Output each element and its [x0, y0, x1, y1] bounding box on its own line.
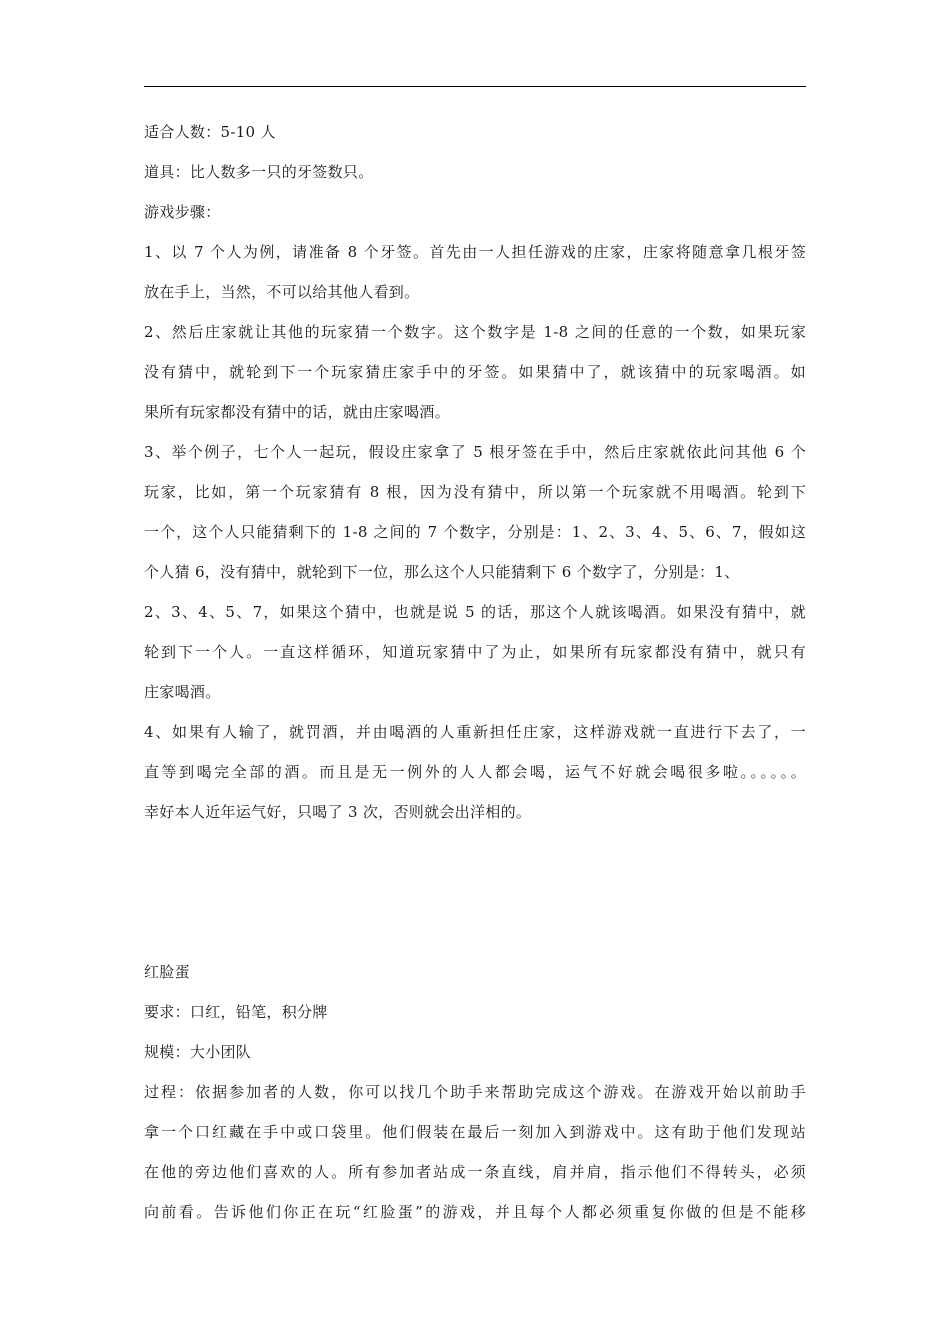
- paragraph-line: 适合人数：5-10 人: [144, 123, 276, 141]
- paragraph-line: 2、然后庄家就让其他的玩家猜一个数字。这个数字是 1-8 之间的任意的一个数，如果玩家: [144, 323, 806, 341]
- section-title: 红脸蛋: [144, 963, 190, 981]
- paragraph-line: 2、3、4、5、7，如果这个猜中，也就是说 5 的话，那这个人就该喝酒。如果没有猜中，就: [144, 603, 806, 621]
- paragraph-line: 轮到下一个人。一直这样循环，知道玩家猜中了为止，如果所有玩家都没有猜中，就只有: [144, 643, 806, 661]
- requirements-line: 要求：口红，铅笔，积分牌: [144, 1003, 328, 1021]
- paragraph-line: 玩家，比如，第一个玩家猜有 8 根，因为没有猜中，所以第一个玩家就不用喝酒。轮到下: [144, 483, 806, 501]
- spacer: [144, 912, 806, 952]
- paragraph-line: 道具：比人数多一只的牙签数只。: [144, 163, 374, 181]
- paragraph-line: 没有猜中，就轮到下一个玩家猜庄家手中的牙签。如果猜中了，就该猜中的玩家喝酒。如: [144, 363, 806, 381]
- scale-line: 规模：大小团队: [144, 1043, 252, 1061]
- paragraph-line: 果所有玩家都没有猜中的话，就由庄家喝酒。: [144, 403, 451, 421]
- paragraph-line: 庄家喝酒。: [144, 683, 221, 701]
- paragraph-line: 过程：依据参加者的人数，你可以找几个助手来帮助完成这个游戏。在游戏开始以前助手: [144, 1083, 806, 1101]
- paragraph-line: 游戏步骤：: [144, 203, 221, 221]
- spacer: [144, 872, 806, 912]
- header-rule: [144, 86, 806, 87]
- paragraph-line: 幸好本人近年运气好，只喝了 3 次，否则就会出洋相的。: [144, 803, 532, 821]
- paragraph-line: 个人猜 6，没有猜中，就轮到下一位，那么这个人只能猜剩下 6 个数字了，分别是：1、: [144, 563, 740, 581]
- paragraph-line: 1、以 7 个人为例，请准备 8 个牙签。首先由一人担任游戏的庄家，庄家将随意拿几根牙签: [144, 243, 806, 261]
- paragraph-line: 向前看。告诉他们你正在玩“红脸蛋”的游戏，并且每个人都必须重复你做的但是不能移: [144, 1203, 806, 1221]
- paragraph-line: 3、举个例子，七个人一起玩，假设庄家拿了 5 根牙签在手中，然后庄家就依此问其他 6 个: [144, 443, 806, 461]
- paragraph-line: 放在手上，当然，不可以给其他人看到。: [144, 283, 420, 301]
- spacer: [144, 832, 806, 872]
- paragraph-line: 在他的旁边他们喜欢的人。所有参加者站成一条直线，肩并肩，指示他们不得转头，必须: [144, 1163, 806, 1181]
- paragraph-line: 4、如果有人输了，就罚酒，并由喝酒的人重新担任庄家，这样游戏就一直进行下去了，一: [144, 723, 806, 741]
- paragraph-line: 一个，这个人只能猜剩下的 1-8 之间的 7 个数字，分别是：1、2、3、4、5、6、7，假如这: [144, 523, 806, 541]
- document-body: [144, 112, 806, 1232]
- paragraph-line: 拿一个口红藏在手中或口袋里。他们假装在最后一刻加入到游戏中。这有助于他们发现站: [144, 1123, 806, 1141]
- paragraph-line: 直等到喝完全部的酒。而且是无一例外的人人都会喝，运气不好就会喝很多啦。。。。。。: [144, 763, 806, 781]
